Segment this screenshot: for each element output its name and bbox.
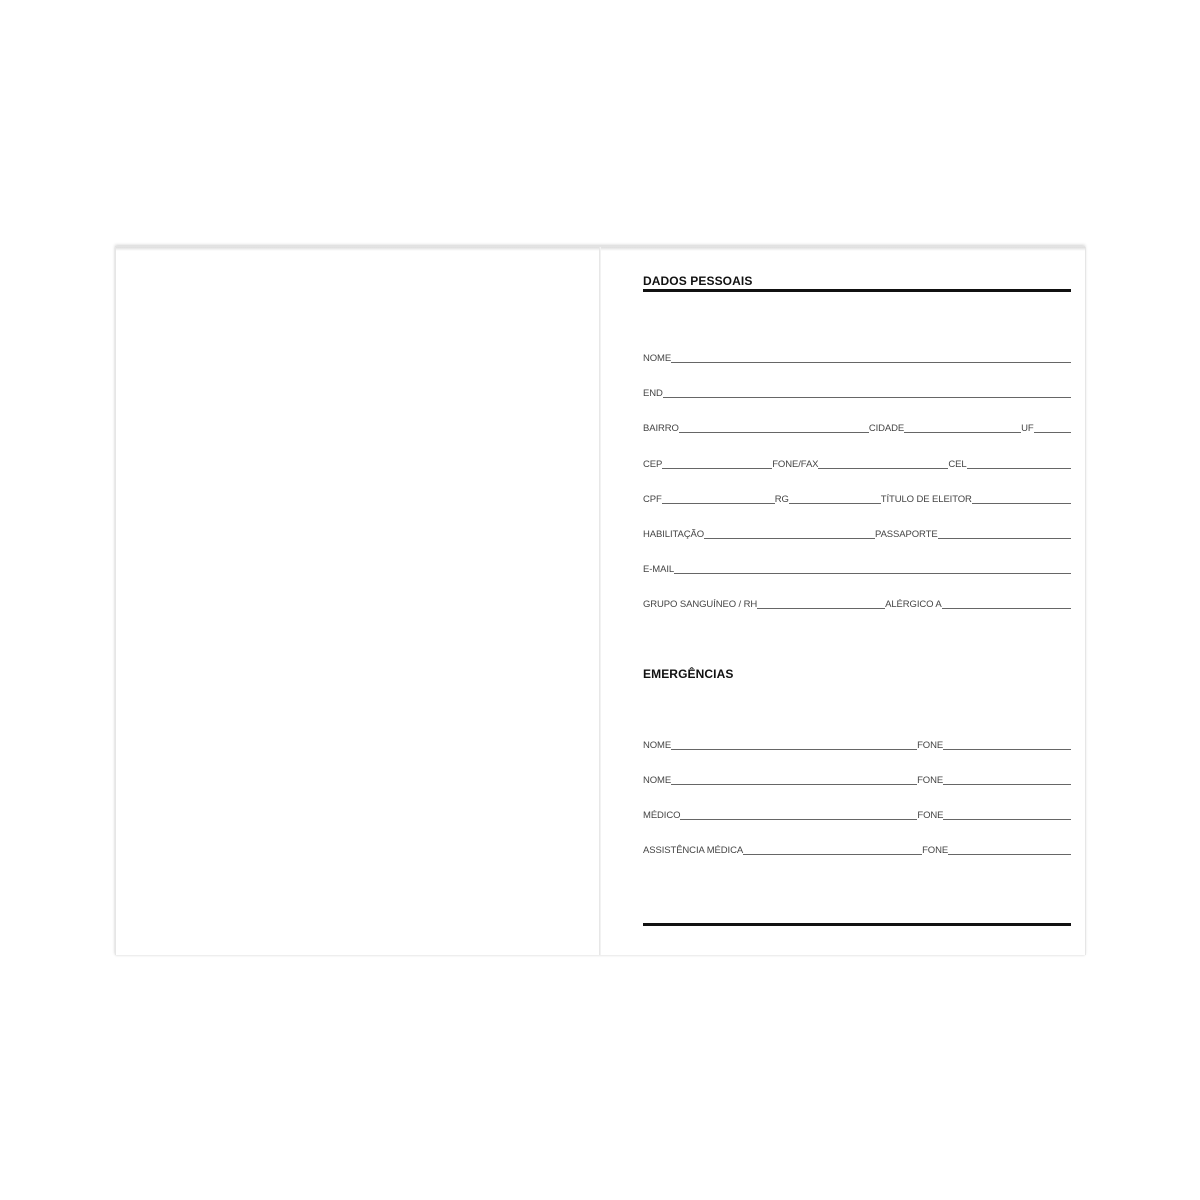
emergency-fone-2-label: FONE — [917, 775, 944, 786]
emergency-nome-2-label: NOME — [643, 775, 672, 786]
row-emergency-1 — [643, 736, 1071, 752]
row-bairro — [643, 419, 1071, 435]
row-cep — [643, 455, 1071, 471]
row-end — [643, 384, 1071, 400]
emergency-fone-1-label: FONE — [917, 740, 944, 751]
cidade-label: CIDADE — [868, 423, 905, 434]
titulo-eleitor-field[interactable] — [972, 503, 1071, 504]
medico-fone-field[interactable] — [943, 819, 1071, 820]
fone-fax-label: FONE/FAX — [772, 459, 819, 470]
assistencia-field[interactable] — [743, 854, 922, 855]
medico-label: MÉDICO — [643, 810, 681, 821]
titulo-eleitor-label: TÍTULO DE ELEITOR — [880, 494, 972, 505]
cidade-field[interactable] — [904, 432, 1021, 433]
rg-field[interactable] — [789, 503, 881, 504]
passaporte-field[interactable] — [938, 538, 1071, 539]
uf-field[interactable] — [1034, 432, 1071, 433]
emergency-fone-2-field[interactable] — [943, 784, 1071, 785]
emergency-nome-2-field[interactable] — [671, 784, 917, 785]
bottom-rule — [643, 923, 1071, 926]
alergico-label: ALÉRGICO A — [885, 599, 942, 610]
rg-label: RG — [774, 494, 789, 505]
uf-label: UF — [1021, 423, 1034, 434]
nome-label: NOME — [643, 353, 672, 364]
row-cpf — [643, 490, 1071, 506]
row-medico — [643, 806, 1071, 822]
row-habilitacao — [643, 525, 1071, 541]
emergency-fone-1-field[interactable] — [943, 749, 1071, 750]
left-page — [115, 247, 600, 955]
assistencia-fone-field[interactable] — [948, 854, 1071, 855]
personal-data-title: DADOS PESSOAIS — [643, 274, 753, 288]
habilitacao-label: HABILITAÇÃO — [643, 529, 705, 540]
personal-data-rule — [643, 289, 1071, 292]
emergency-nome-1-label: NOME — [643, 740, 672, 751]
medico-fone-label: FONE — [917, 810, 944, 821]
emergency-nome-1-field[interactable] — [671, 749, 917, 750]
medico-field[interactable] — [680, 819, 917, 820]
row-nome — [643, 349, 1071, 365]
bairro-field[interactable] — [679, 432, 869, 433]
cpf-label: CPF — [643, 494, 662, 505]
emergency-title: EMERGÊNCIAS — [643, 667, 734, 681]
cpf-field[interactable] — [662, 503, 775, 504]
grupo-sanguineo-field[interactable] — [757, 608, 885, 609]
email-label: E-MAIL — [643, 564, 675, 575]
passaporte-label: PASSAPORTE — [875, 529, 938, 540]
bairro-label: BAIRRO — [643, 423, 679, 434]
row-emergency-2 — [643, 771, 1071, 787]
cel-field[interactable] — [967, 468, 1071, 469]
fone-fax-field[interactable] — [818, 468, 948, 469]
cep-field[interactable] — [662, 468, 772, 469]
alergico-field[interactable] — [942, 608, 1071, 609]
row-grupo-sanguineo — [643, 595, 1071, 611]
email-field[interactable] — [674, 573, 1071, 574]
habilitacao-field[interactable] — [704, 538, 875, 539]
assistencia-fone-label: FONE — [922, 845, 949, 856]
cel-label: CEL — [948, 459, 967, 470]
row-assistencia — [643, 841, 1071, 857]
nome-field[interactable] — [671, 362, 1071, 363]
cep-label: CEP — [643, 459, 663, 470]
grupo-sanguineo-label: GRUPO SANGUÍNEO / RH — [643, 599, 758, 610]
end-label: END — [643, 388, 663, 399]
end-field[interactable] — [663, 397, 1071, 398]
assistencia-label: ASSISTÊNCIA MÉDICA — [643, 845, 744, 856]
row-email — [643, 560, 1071, 576]
